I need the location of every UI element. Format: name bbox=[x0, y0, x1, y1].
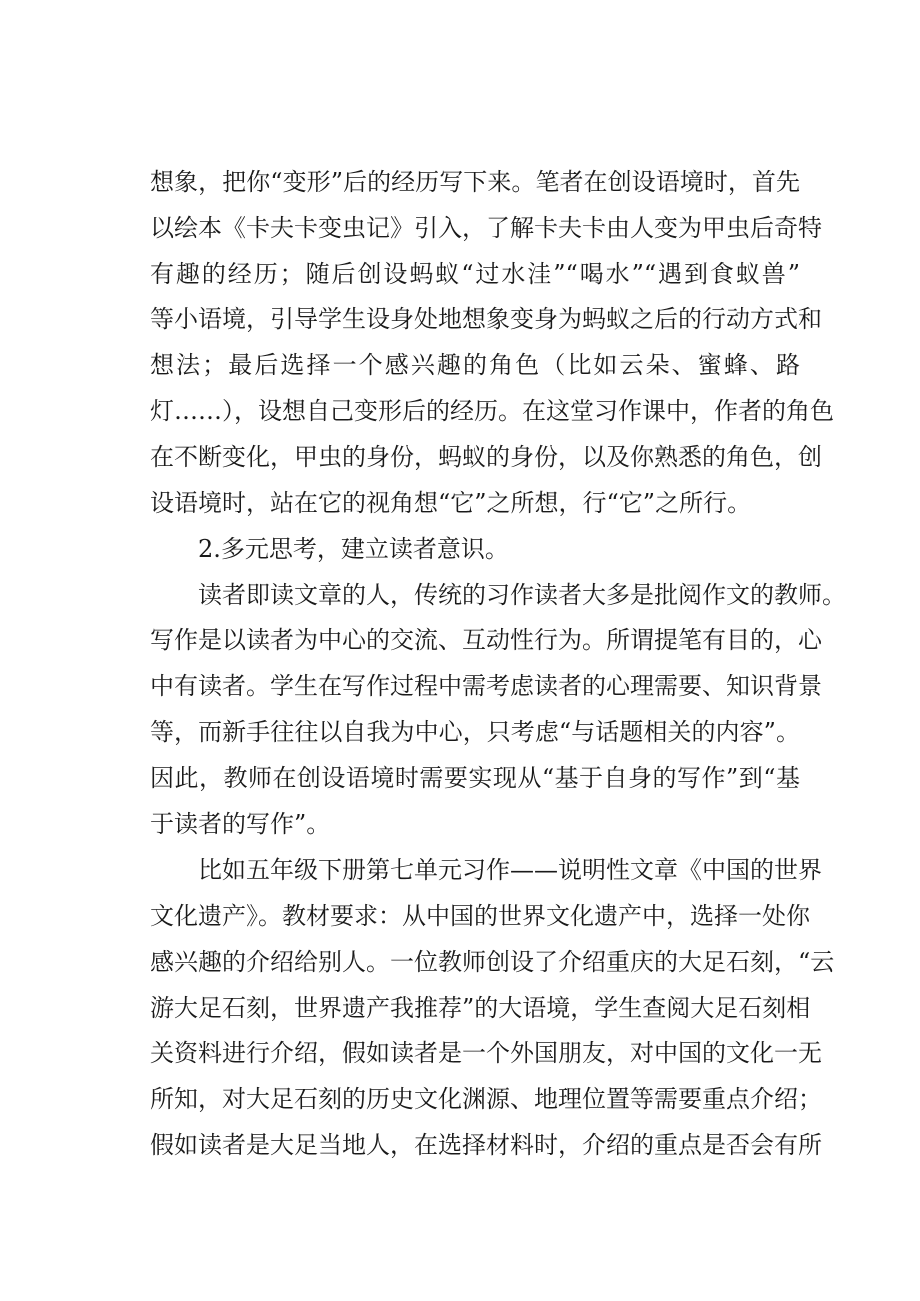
text-line: 感兴趣的介绍给别人。一位教师创设了介绍重庆的大足石刻，“云 bbox=[150, 948, 835, 976]
text-line: 比如五年级下册第七单元习作——说明性文章《中国的世界 bbox=[198, 856, 822, 884]
text-line: 所知，对大足石刻的历史文化渊源、地理位置等需要重点介绍； bbox=[150, 1085, 822, 1113]
text-line: 以绘本《卡夫卡变虫记》引入，了解卡夫卡由人变为甲虫后奇特 bbox=[150, 214, 822, 242]
text-line: 想法；最后选择一个感兴趣的角色（比如云朵、蜜蜂、路 bbox=[150, 351, 800, 379]
text-line: 设语境时，站在它的视角想“它”之所想，行“它”之所行。 bbox=[150, 489, 752, 517]
text-line: 因此，教师在创设语境时需要实现从“基于自身的写作”到“基 bbox=[150, 764, 800, 792]
text-line: 等小语境，引导学生设身处地想象变身为蚂蚁之后的行动方式和 bbox=[150, 305, 822, 333]
text-line: 想象，把你“变形”后的经历写下来。笔者在创设语境时，首先 bbox=[150, 168, 800, 196]
text-line: 假如读者是大足当地人，在选择材料时，介绍的重点是否会有所 bbox=[150, 1131, 822, 1159]
text-line: 有趣的经历；随后创设蚂蚁“过水洼”“喝水”“遇到食蚁兽” bbox=[150, 260, 800, 288]
text-line: 游大足石刻，世界遗产我推荐”的大语境，学生查阅大足石刻相 bbox=[150, 994, 811, 1022]
text-line: 写作是以读者为中心的交流、互动性行为。所谓提笔有目的，心 bbox=[150, 626, 822, 654]
section-heading: 2.多元思考，建立读者意识。 bbox=[198, 535, 509, 563]
text-line: 中有读者。学生在写作过程中需考虑读者的心理需要、知识背景 bbox=[150, 672, 822, 700]
text-line: 文化遗产》。教材要求：从中国的世界文化遗产中，选择一处你 bbox=[150, 902, 810, 930]
text-line: 关资料进行介绍，假如读者是一个外国朋友，对中国的文化一无 bbox=[150, 1039, 822, 1067]
text-line: 在不断变化，甲虫的身份，蚂蚁的身份，以及你熟悉的角色，创 bbox=[150, 443, 822, 471]
text-line: 读者即读文章的人，传统的习作读者大多是批阅作文的教师。 bbox=[198, 581, 846, 609]
text-line: 灯……），设想自己变形后的经历。在这堂习作课中，作者的角色 bbox=[150, 397, 834, 425]
text-line: 等，而新手往往以自我为中心，只考虑“与话题相关的内容”。 bbox=[150, 718, 800, 746]
text-line: 于读者的写作”。 bbox=[150, 810, 331, 838]
